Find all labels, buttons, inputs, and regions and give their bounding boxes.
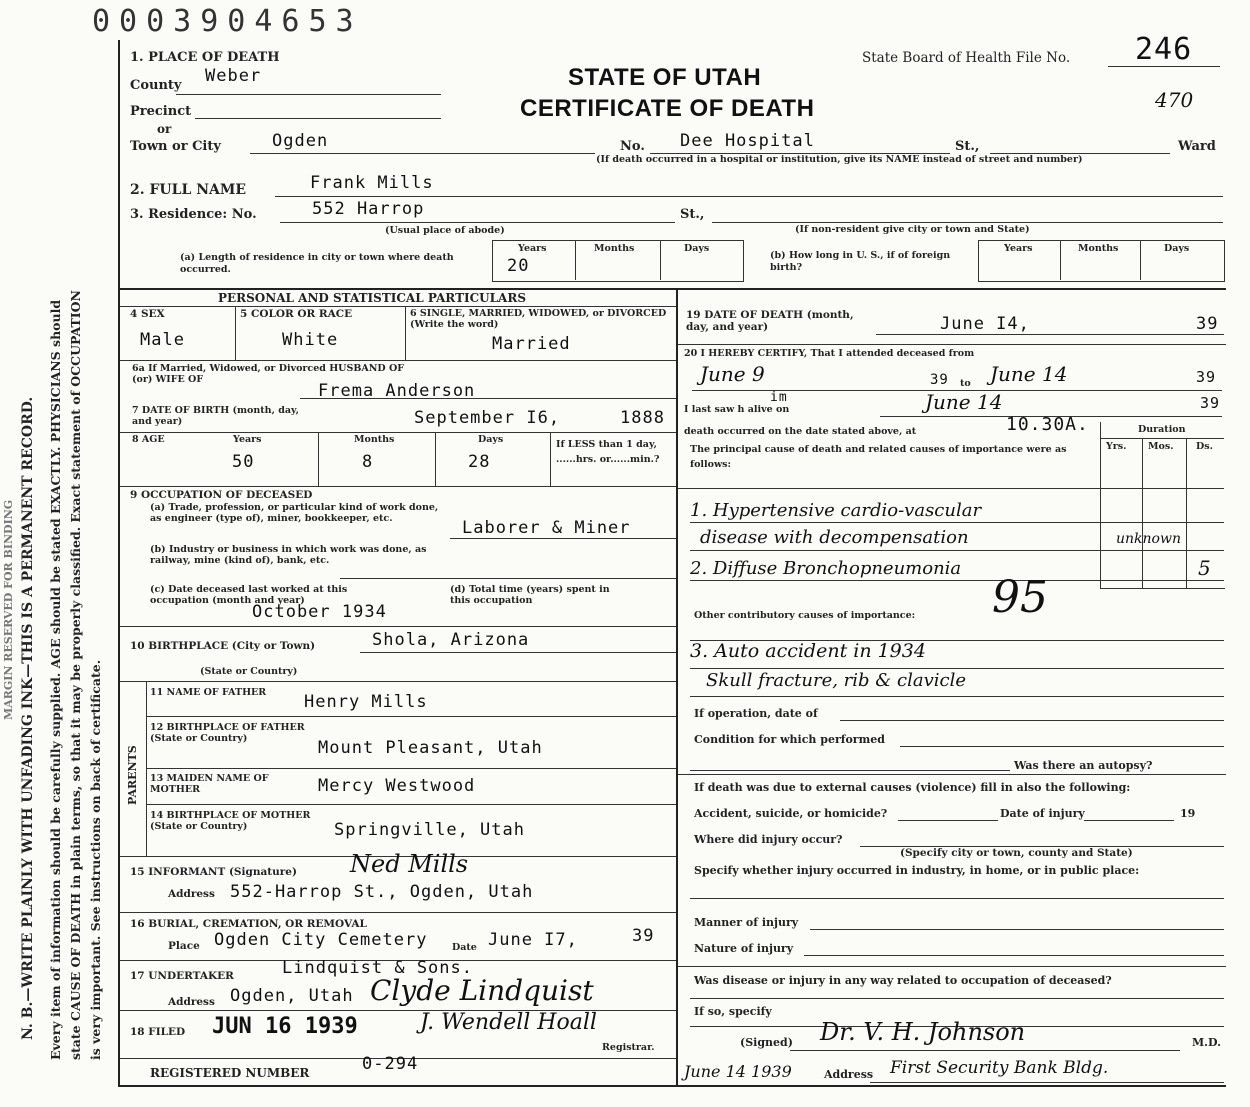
street-label: St.,: [955, 139, 980, 154]
age-years-label: Years: [233, 434, 262, 445]
cause-1b: disease with decompensation: [700, 527, 969, 548]
file-no: 246: [1135, 32, 1193, 67]
signed-label: (Signed): [740, 1036, 793, 1049]
or-label: or: [157, 122, 172, 136]
physician-signature: Dr. V. H. Johnson: [820, 1018, 1026, 1046]
physician-address-label: Address: [824, 1068, 874, 1081]
cause-1a: 1. Hypertensive cardio-vascular: [690, 500, 982, 521]
duration-mos: Mos.: [1148, 441, 1174, 452]
certify-label: 20 I HEREBY CERTIFY, That I attended deceased from: [684, 348, 975, 359]
registered-number: 0-294: [362, 1054, 419, 1074]
margin-note: MARGIN RESERVED FOR BINDING: [2, 499, 15, 720]
father-birthplace-label: 12 BIRTHPLACE OF FATHER (State or Country): [150, 722, 305, 744]
spouse-value: Frema Anderson: [318, 381, 476, 401]
last-worked-value: October 1934: [252, 602, 387, 622]
burial-date-label: Date: [452, 942, 477, 953]
months-label: Months: [594, 243, 635, 254]
cause-code: 95: [992, 572, 1048, 623]
manner-label: Manner of injury: [694, 916, 799, 929]
cause-3a: 3. Auto accident in 1934: [690, 640, 926, 662]
dob-value: September I6,: [414, 408, 561, 428]
burial-label: 16 BURIAL, CREMATION, OR REMOVAL: [130, 918, 367, 930]
sidebar-line-2: Every item of information should be carefully supplied. AGE should be stated EXACTLY. PHYSICIANS should: [48, 299, 63, 1060]
dob-year: 1888: [620, 408, 665, 428]
if-so-label: If so, specify: [694, 1005, 772, 1018]
mother-birthplace-label: 14 BIRTHPLACE OF MOTHER (State or Country): [150, 810, 311, 832]
accident-label: Accident, suicide, or homicide?: [694, 807, 888, 820]
length-note: (a) Length of residence in city or town where death occurred.: [180, 252, 454, 275]
undertaker-address-label: Address: [168, 996, 215, 1008]
autopsy-label: Was there an autopsy?: [1014, 759, 1153, 772]
occupation-related-label: Was disease or injury in any way related to occupation of deceased?: [694, 974, 1112, 987]
age-days: 28: [468, 452, 491, 472]
certificate-title: CERTIFICATE OF DEATH: [520, 95, 815, 122]
color-label: 5 COLOR OR RACE: [240, 308, 353, 320]
cause-2-duration: 5: [1198, 556, 1211, 580]
last-saw-label: I last saw h alive on: [684, 404, 790, 415]
dob-label: 7 DATE OF BIRTH (month, day, and year): [132, 405, 299, 427]
age-years: 50: [232, 452, 255, 472]
date-of-death-year: 39: [1196, 314, 1219, 334]
undertaker-address: Ogden, Utah: [230, 986, 354, 1006]
operation-label: If operation, date of: [694, 707, 818, 720]
sex-label: 4 SEX: [130, 308, 165, 320]
specify-location-note: (Specify city or town, county and State): [900, 847, 1133, 859]
birthplace-label: 10 BIRTHPLACE (City or Town): [130, 640, 316, 652]
file-no-label: State Board of Health File No.: [862, 50, 1071, 66]
md-label: M.D.: [1192, 1036, 1221, 1049]
residence-st-label: St.,: [680, 207, 705, 222]
occupation-value: Laborer & Miner: [462, 518, 631, 538]
mother-label: 13 MAIDEN NAME OF MOTHER: [150, 773, 269, 795]
duration-yrs: Yrs.: [1106, 441, 1127, 452]
attended-to-year: 39: [1196, 368, 1217, 386]
sign-date: June 14 1939: [684, 1062, 792, 1081]
occupation-b-label: (b) Industry or business in which work was done, as railway, mine (kind of), bank, etc.: [150, 544, 427, 566]
frame-bottom: [118, 1085, 1226, 1087]
cause-label: The principal cause of death and related causes of importance were as follows:: [690, 444, 1067, 470]
informant-address: 552-Harrop St., Ogden, Utah: [230, 882, 534, 902]
county-value: Weber: [205, 66, 262, 86]
to-label: to: [960, 378, 971, 389]
external-label: If death was due to external causes (violence) fill in also the following:: [694, 781, 1131, 794]
age-label: 8 AGE: [132, 434, 165, 445]
years-label: Years: [518, 243, 547, 254]
undertaker-signature: Clyde Lindquist: [370, 974, 594, 1007]
filed-label: 18 FILED: [130, 1026, 186, 1038]
cause-3b: Skull fracture, rib & clavicle: [706, 670, 967, 691]
mother-value: Mercy Westwood: [318, 776, 476, 796]
last-saw-date: June 14: [925, 390, 1003, 414]
residence-label: 3. Residence: No.: [130, 207, 257, 222]
nonresident-note: (If non-resident give city or town and State): [795, 224, 1030, 235]
sidebar-line-3: state CAUSE OF DEATH in plain terms, so that it may be properly classified. Exact statement of OCCUPATION: [68, 290, 83, 1060]
date-of-death: June I4,: [940, 314, 1030, 334]
burial-place-label: Place: [168, 940, 200, 952]
file-no-2: 470: [1155, 88, 1194, 112]
father-birthplace-value: Mount Pleasant, Utah: [318, 738, 543, 758]
attended-to: June 14: [990, 362, 1068, 386]
informant-address-label: Address: [168, 888, 215, 900]
precinct-label: Precinct: [130, 104, 192, 119]
filed-stamp: JUN 16 1939: [212, 1014, 358, 1039]
father-value: Henry Mills: [304, 692, 428, 712]
condition-label: Condition for which performed: [694, 733, 885, 746]
less-than-label: If LESS than 1 day, ......hrs. or......min.?: [556, 439, 660, 465]
us-months-label: Months: [1078, 243, 1119, 254]
county-label: County: [130, 78, 182, 93]
birthplace-state-note: (State or Country): [200, 666, 298, 677]
us-years-label: Years: [1004, 243, 1033, 254]
town-label: Town or City: [130, 139, 221, 154]
mother-birthplace-value: Springville, Utah: [334, 820, 525, 840]
occupation-c-label: (c) Date deceased last worked at this occupation (month and year): [150, 584, 348, 606]
registrar-signature: J. Wendell Hoall: [420, 1010, 597, 1035]
hospital-note: (If death occurred in a hospital or institution, give its NAME instead of street and number): [596, 154, 1083, 165]
registrar-label: Registrar.: [602, 1042, 655, 1053]
informant-label: 15 INFORMANT (Signature): [130, 866, 297, 878]
full-name-value: Frank Mills: [310, 173, 434, 193]
last-saw-pronoun: im: [770, 390, 788, 405]
residence-value: 552 Harrop: [312, 199, 425, 219]
ward-label: Ward: [1178, 139, 1216, 154]
marital-value: Married: [492, 334, 571, 354]
death-hour-label: death occurred on the date stated above, at: [684, 426, 917, 437]
where-label: Where did injury occur?: [694, 833, 843, 846]
left-border: [118, 40, 120, 1085]
injury-date-label: Date of injury: [1000, 807, 1085, 820]
sidebar-line-4: is very important. See instructions on back of certificate.: [88, 659, 103, 1060]
occupation-d-label: (d) Total time (years) spent in this occupation: [450, 584, 610, 606]
town-value: Ogden: [272, 131, 329, 151]
physician-address: First Security Bank Bldg.: [890, 1058, 1109, 1078]
place-of-death-heading: 1. PLACE OF DEATH: [130, 50, 280, 65]
residence-years: 20: [507, 256, 530, 276]
days-label: Days: [684, 243, 710, 254]
other-causes-label: Other contributory causes of importance:: [694, 610, 916, 621]
full-name-label: 2. FULL NAME: [130, 182, 247, 198]
last-saw-year: 39: [1200, 394, 1221, 412]
usual-abode-note: (Usual place of abode): [385, 225, 505, 236]
registered-number-label: REGISTERED NUMBER: [150, 1066, 310, 1080]
birthplace-value: Shola, Arizona: [372, 630, 530, 650]
sidebar-line-1: N. B.—WRITE PLAINLY WITH UNFADING INK—THIS IS A PERMANENT RECORD.: [20, 396, 36, 1040]
duration-ds: Ds.: [1196, 441, 1213, 452]
sex-value: Male: [140, 330, 185, 350]
street-no-value: Dee Hospital: [680, 131, 815, 151]
undertaker-value: Lindquist & Sons.: [282, 958, 473, 978]
undertaker-label: 17 UNDERTAKER: [130, 970, 234, 982]
color-value: White: [282, 330, 339, 350]
cause-1-duration: unknown: [1116, 531, 1181, 547]
occupation-a-label: (a) Trade, profession, or particular kind of work done, as engineer (type of), miner, bookkeeper, etc.: [150, 502, 439, 524]
injury-year-prefix: 19: [1180, 807, 1196, 820]
state-title: STATE OF UTAH: [568, 64, 762, 91]
attended-from-year: 39: [930, 372, 949, 388]
date-of-death-label: 19 DATE OF DEATH (month, day, and year): [686, 309, 854, 333]
marital-label: 6 SINGLE, MARRIED, WIDOWED, or DIVORCED (Write the word): [410, 308, 667, 330]
burial-year: 39: [632, 926, 655, 946]
us-note: (b) How long in U. S., if of foreign birth?: [770, 250, 951, 273]
attended-from: June 9: [700, 362, 765, 386]
duration-label: Duration: [1138, 424, 1186, 435]
burial-date: June I7,: [488, 930, 578, 950]
industry-label: Specify whether injury occurred in industry, in home, or in public place:: [694, 864, 1140, 877]
cause-2: 2. Diffuse Bronchopneumonia: [690, 558, 962, 579]
document-number: 0003904653: [92, 4, 363, 39]
death-hour: 10.30A.: [1006, 414, 1089, 435]
parents-label: PARENTS: [126, 745, 139, 805]
frame-top: [118, 288, 1226, 290]
nature-label: Nature of injury: [694, 942, 794, 955]
spouse-label: 6a If Married, Widowed, or Divorced HUSBAND OF (or) WIFE OF: [132, 363, 404, 385]
age-months-label: Months: [354, 434, 395, 445]
informant-signature: Ned Mills: [350, 850, 469, 878]
father-label: 11 NAME OF FATHER: [150, 687, 267, 698]
burial-place: Ogden City Cemetery: [214, 930, 428, 950]
age-days-label: Days: [478, 434, 504, 445]
street-no-label: No.: [620, 139, 645, 154]
occupation-heading: 9 OCCUPATION OF DECEASED: [130, 489, 313, 501]
us-days-label: Days: [1164, 243, 1190, 254]
age-months: 8: [362, 452, 374, 472]
personal-heading: PERSONAL AND STATISTICAL PARTICULARS: [218, 291, 527, 305]
